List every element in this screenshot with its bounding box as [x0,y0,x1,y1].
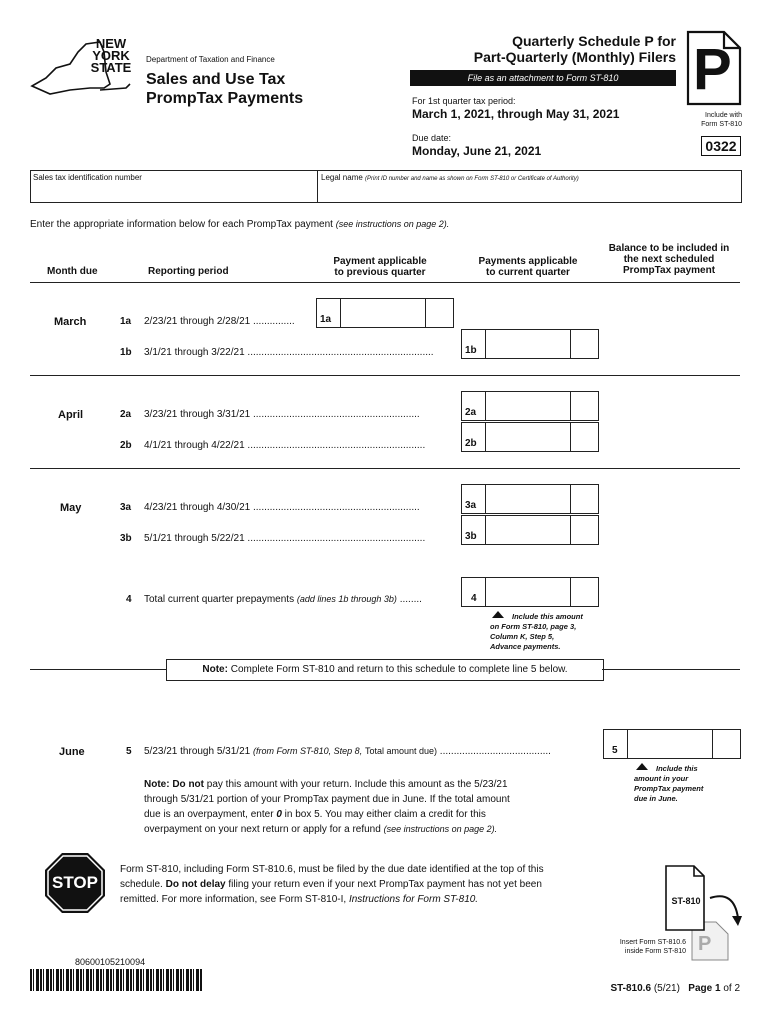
note-right-rule [602,669,740,670]
line-5-note-p4-note: (see instructions on page 2). [383,824,498,834]
line-3b-period-text: 5/1/21 through 5/22/21 [144,533,245,544]
line-3a-period-text: 4/23/21 through 4/30/21 [144,502,251,513]
month-june: June [59,746,85,758]
instructions-note: (see instructions on page 2). [335,219,450,229]
include-note-5-line1: Include this [656,764,698,773]
line-2a-period: 3/23/21 through 3/31/21 ............................................................ [144,409,420,420]
tax-period-label: For 1st quarter tax period: [412,96,516,106]
line-5-note: (from Form ST-810, Step 8, [252,746,363,756]
month-march: March [54,316,87,328]
footer-form-number: ST-810.6 [610,983,652,994]
include-with-note [676,111,742,129]
april-divider [30,468,740,469]
line-1a-period-text: 2/23/21 through 2/28/21 [144,316,251,327]
instructions [30,219,449,230]
line-5-period: 5/23/21 through 5/31/21 [144,746,251,757]
footer-page-total: 2 [734,983,740,994]
footer-page-number: 1 [714,983,721,994]
month-may: May [60,502,82,514]
line-3a-box-cents-divider [570,485,571,513]
department-name: Department of Taxation and Finance [146,55,275,64]
line-3a-period: 4/23/21 through 4/30/21 ............................................................ [144,502,420,513]
footer-form-id [560,983,740,994]
filing-instructions-t2a: schedule. [120,879,163,890]
line-3b-box-label: 3b [465,531,477,542]
footer-page-word: Page [688,983,713,994]
line-3b-box-cents-divider [570,516,571,544]
line-5-box-label: 5 [612,745,618,756]
id-divider [317,170,318,202]
column-balance-line2: the next scheduled [623,254,715,265]
line-2b-field[interactable] [461,422,599,452]
do-not-delay: Do not delay [165,879,226,890]
column-reporting-period: Reporting period [148,266,229,277]
header-divider [30,282,740,283]
barcode [30,969,202,991]
logo-line-state: STATE [90,60,132,75]
line-4-text: Total current quarter prepayments (add lines 1b through 3b) ........ [144,594,422,605]
line-5-note-p4: overpayment on your next return or apply for a refund [144,824,381,835]
insert-doc-label: ST-810 [671,896,701,906]
line-4-box-cents-divider [570,578,571,606]
line-2a-box-divider [485,392,486,420]
legal-name-label: Legal name [321,173,363,182]
form-code-box: 0322 [701,136,741,156]
line-5-number: 5 [126,746,132,757]
line-1a-box-cents-divider [425,299,426,327]
schedule-title-line1: Quarterly Schedule P for [512,33,676,49]
line-4-field[interactable] [461,577,599,607]
line-3a-box-divider [485,485,486,513]
column-balance-line1: Balance to be included in [608,243,730,254]
line-4-box-label: 4 [471,593,477,604]
line-5-box-divider [627,730,628,758]
line-3a-number: 3a [120,502,132,513]
tax-period: March 1, 2021, through May 31, 2021 [412,107,620,121]
line-1b-field[interactable] [461,329,599,359]
line-2b-period-text: 4/1/21 through 4/22/21 [144,440,245,451]
sales-tax-id-label: Sales tax identification number [33,173,142,182]
due-date-label: Due date: [412,133,452,143]
form-title [146,70,303,108]
complete-form-note-label: Note: [202,664,228,675]
march-divider [30,375,740,376]
line-1a-number: 1a [120,316,132,327]
logo-line-new: NEW [95,36,127,51]
barcode-number: 80600105210094 [75,957,146,967]
footer-of-word: of [723,983,732,994]
footer-revision: (5/21) [653,983,680,994]
line-2b-number: 2b [120,440,132,451]
line-3a-field[interactable] [461,484,599,514]
line-5-note-zero: 0 [276,809,282,820]
line-3a-box-label: 3a [465,500,477,511]
line-5-box-cents-divider [712,730,713,758]
instructions-text: Enter the appropriate information below for each PrompTax payment [30,219,333,230]
include-note-4-line1: Include this amount [512,612,583,621]
legal-name-field[interactable] [321,184,735,198]
column-current-quarter-line2: to current quarter [486,267,570,278]
line-2b-period: 4/1/21 through 4/22/21 ................................................................ [144,440,426,451]
line-3b-field[interactable] [461,515,599,545]
complete-form-note-text: Complete Form ST-810 and return to this schedule to complete line 5 below. [230,664,568,675]
sales-tax-id-field[interactable] [33,184,313,198]
schedule-title-line2: Part-Quarterly (Monthly) Filers [473,49,676,65]
schedule-p-letter: P [693,37,732,102]
line-5-field[interactable] [603,729,741,759]
line-1a-box-divider [340,299,341,327]
instructions-form-title: Instructions for Form ST-810. [348,894,479,905]
include-note-line4 [490,612,583,652]
line-5-note-p2: through 5/31/21 portion of your PrompTax payment due in June. If the total amount [144,794,510,805]
line-1b-box-divider [485,330,486,358]
line-1b-period: 3/1/21 through 3/22/21 ................................................................... [144,347,434,358]
line-5-note-2: Total amount due) [364,746,438,756]
line-1a-field[interactable] [316,298,454,328]
line-4-note: (add lines 1b through 3b) [296,594,397,604]
line-5-note-p3a: due is an overpayment, enter [144,809,274,820]
column-current-quarter [460,256,596,278]
line-1b-box-cents-divider [570,330,571,358]
line-1b-number: 1b [120,347,132,358]
line-5-note-p3c: in box 5. You may either claim a credit for this [284,809,486,820]
note-left-rule [30,669,166,670]
line-2a-number: 2a [120,409,132,420]
state-logo-text [88,38,134,74]
legal-name-label-group [321,173,579,182]
stop-sign-text: STOP [52,873,98,892]
logo-line-york: YORK [92,48,130,63]
include-note-4-line2: on Form ST-810, page 3, [490,622,577,631]
insert-doc-p: P [698,933,712,955]
column-previous-quarter-line1: Payment applicable [333,256,427,267]
legal-name-note: (Print ID number and name as shown on Form ST-810 or Certificate of Authority) [365,176,579,182]
filing-instructions-t2c: filing your return even if your next PrompTax payment has not yet been [228,879,542,890]
line-1a-period: 2/23/21 through 2/28/21 ............... [144,316,295,327]
insert-instruction [598,938,686,956]
line-2a-box-label: 2a [465,407,477,418]
include-note-5-line4: due in June. [634,794,678,803]
line-3b-period: 5/1/21 through 5/22/21 ................................................................ [144,533,426,544]
line-2b-box-label: 2b [465,438,477,449]
line-1b-period-text: 3/1/21 through 3/22/21 [144,347,245,358]
line-2a-field[interactable] [461,391,599,421]
line-5-note-label: Note: Do not [144,779,204,790]
schedule-title [410,33,676,65]
line-3b-number: 3b [120,533,132,544]
column-balance-line3: PrompTax payment [622,265,716,276]
form-title-line1: Sales and Use Tax [146,71,286,88]
line-5-text: 5/23/21 through 5/31/21 (from Form ST-810, Step 8, Total amount due) ........................................ [144,746,551,757]
column-previous-quarter [312,256,448,278]
filing-instructions-t3a: remitted. For more information, see Form ST-810-I, [120,894,347,905]
line-5-instructions [144,777,510,837]
column-current-quarter-line1: Payments applicable [478,256,578,267]
line-3b-box-divider [485,516,486,544]
include-note-4-line4: Advance payments. [490,642,561,651]
line-2a-period-text: 3/23/21 through 3/31/21 [144,409,251,420]
insert-instruction-line1: Insert Form ST-810.6 [619,939,686,946]
insert-instruction-line2: inside Form ST-810 [624,948,686,955]
line-2b-box-divider [485,423,486,451]
form-title-line2: PrompTax Payments [146,90,304,107]
line-5-note-p1: pay this amount with your return. Include this amount as the 5/23/21 [206,779,508,790]
include-note-5-line2: amount in your [634,774,689,783]
month-april: April [58,409,84,421]
include-with-line2: Form ST-810 [701,121,742,128]
attachment-banner: File as an attachment to Form ST-810 [410,70,676,86]
filing-instructions [120,862,544,907]
include-note-line5 [634,764,703,804]
column-balance [598,243,740,276]
filing-instructions-line1: Form ST-810, including Form ST-810.6, must be filed by the due date identified at the top of this [120,864,544,875]
line-1a-box-label: 1a [320,314,332,325]
column-month-due: Month due [47,266,98,277]
complete-form-note [166,659,604,681]
line-2b-box-cents-divider [570,423,571,451]
include-with-line1: Include with [705,112,742,119]
line-4-box-divider [485,578,486,606]
line-2a-box-cents-divider [570,392,571,420]
include-note-5-line3: PrompTax payment [634,784,704,793]
line-1b-box-label: 1b [465,345,477,356]
include-note-4-line3: Column K, Step 5, [490,632,555,641]
line-4-label: Total current quarter prepayments [144,594,295,605]
due-date: Monday, June 21, 2021 [412,144,542,158]
line-4-number: 4 [126,594,132,605]
column-previous-quarter-line2: to previous quarter [334,267,426,278]
